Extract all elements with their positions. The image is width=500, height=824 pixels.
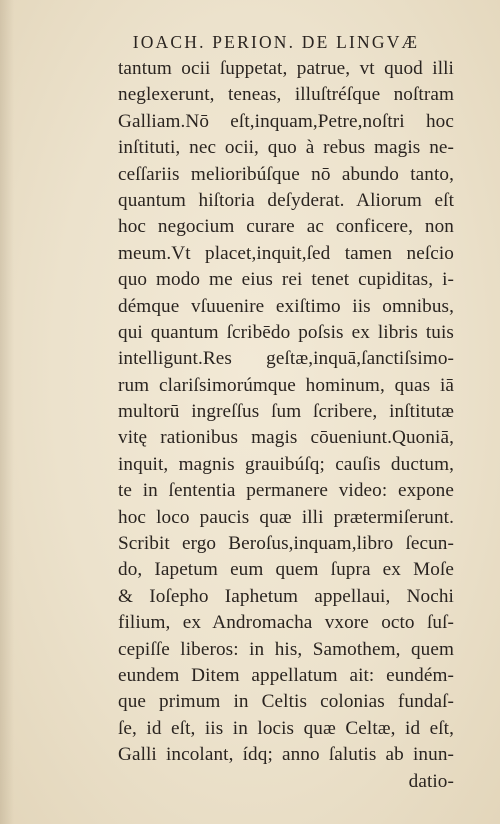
catchword: datio- — [408, 770, 454, 792]
text-line: inquit, magnis grauibúſq; cauſis ductum, — [118, 453, 454, 475]
text-line: filium, ex Andromacha vxore octo ſuſ- — [118, 612, 454, 634]
text-line: que primum in Celtis colonias fundaſ- — [118, 691, 454, 713]
running-head — [0, 30, 500, 54]
body-text — [118, 56, 454, 795]
text-line: do, Iapetum eum quem ſupra ex Moſe — [118, 559, 454, 581]
text-line: quantum hiſtoria deſyderat. Aliorum eſt — [118, 189, 454, 211]
text-line: qui quantum ſcribēdo poſsis ex libris tuis — [118, 321, 454, 343]
text-line: ſe, id eſt, iis in locis quæ Celtæ, id eſt, — [118, 717, 454, 739]
text-line: inſtituti, nec ocii, quo à rebus magis ne- — [118, 137, 454, 159]
text-line: démque vſuuenire exiſtimo iis omnibus, — [118, 295, 454, 317]
text-line: cepiſſe liberos: in his, Samothem, quem — [118, 638, 454, 660]
text-line: intelligunt.Res geſtæ,inquā,ſanctiſsimo- — [118, 348, 454, 370]
text-line: hoc loco paucis quæ illi prætermiſerunt. — [118, 506, 454, 528]
text-line: & Ioſepho Iaphetum appellaui, Nochi — [118, 585, 454, 607]
text-line: Galliam.Nō eſt,inquam,Petre,noſtri hoc — [118, 110, 454, 132]
text-line: eundem Ditem appellatum ait: eundém- — [118, 664, 454, 686]
text-line: Galli incolant, ídq; anno ſalutis ab inun- — [118, 744, 454, 766]
text-line: te in ſententia permanere video: expone — [118, 480, 454, 502]
text-line: quo modo me eius rei tenet cupiditas, i- — [118, 269, 454, 291]
text-line: rum clariſsimorúmque hominum, quas iā — [118, 374, 454, 396]
running-head-text: IOACH. PERION. DE LINGVÆ — [132, 32, 420, 52]
text-line: multorū ingreſſus ſum ſcribere, inſtitutæ — [118, 401, 454, 423]
text-line: neglexerunt, teneas, illuſtréſque noſtram — [118, 84, 454, 106]
text-line: Scribit ergo Beroſus,inquam,libro ſecun- — [118, 533, 454, 555]
text-line: ceſſariis melioribúſque nō abundo tanto, — [118, 163, 454, 185]
text-line: hoc negocium curare ac conficere, non — [118, 216, 454, 238]
page-gutter-shadow — [0, 0, 14, 824]
text-line: tantum ocii ſuppetat, patrue, vt quod illi — [118, 58, 454, 79]
text-line: meum.Vt placet,inquit,ſed tamen neſcio — [118, 242, 454, 264]
text-line: vitę rationibus magis cōueniunt.Quoniā, — [118, 427, 454, 449]
